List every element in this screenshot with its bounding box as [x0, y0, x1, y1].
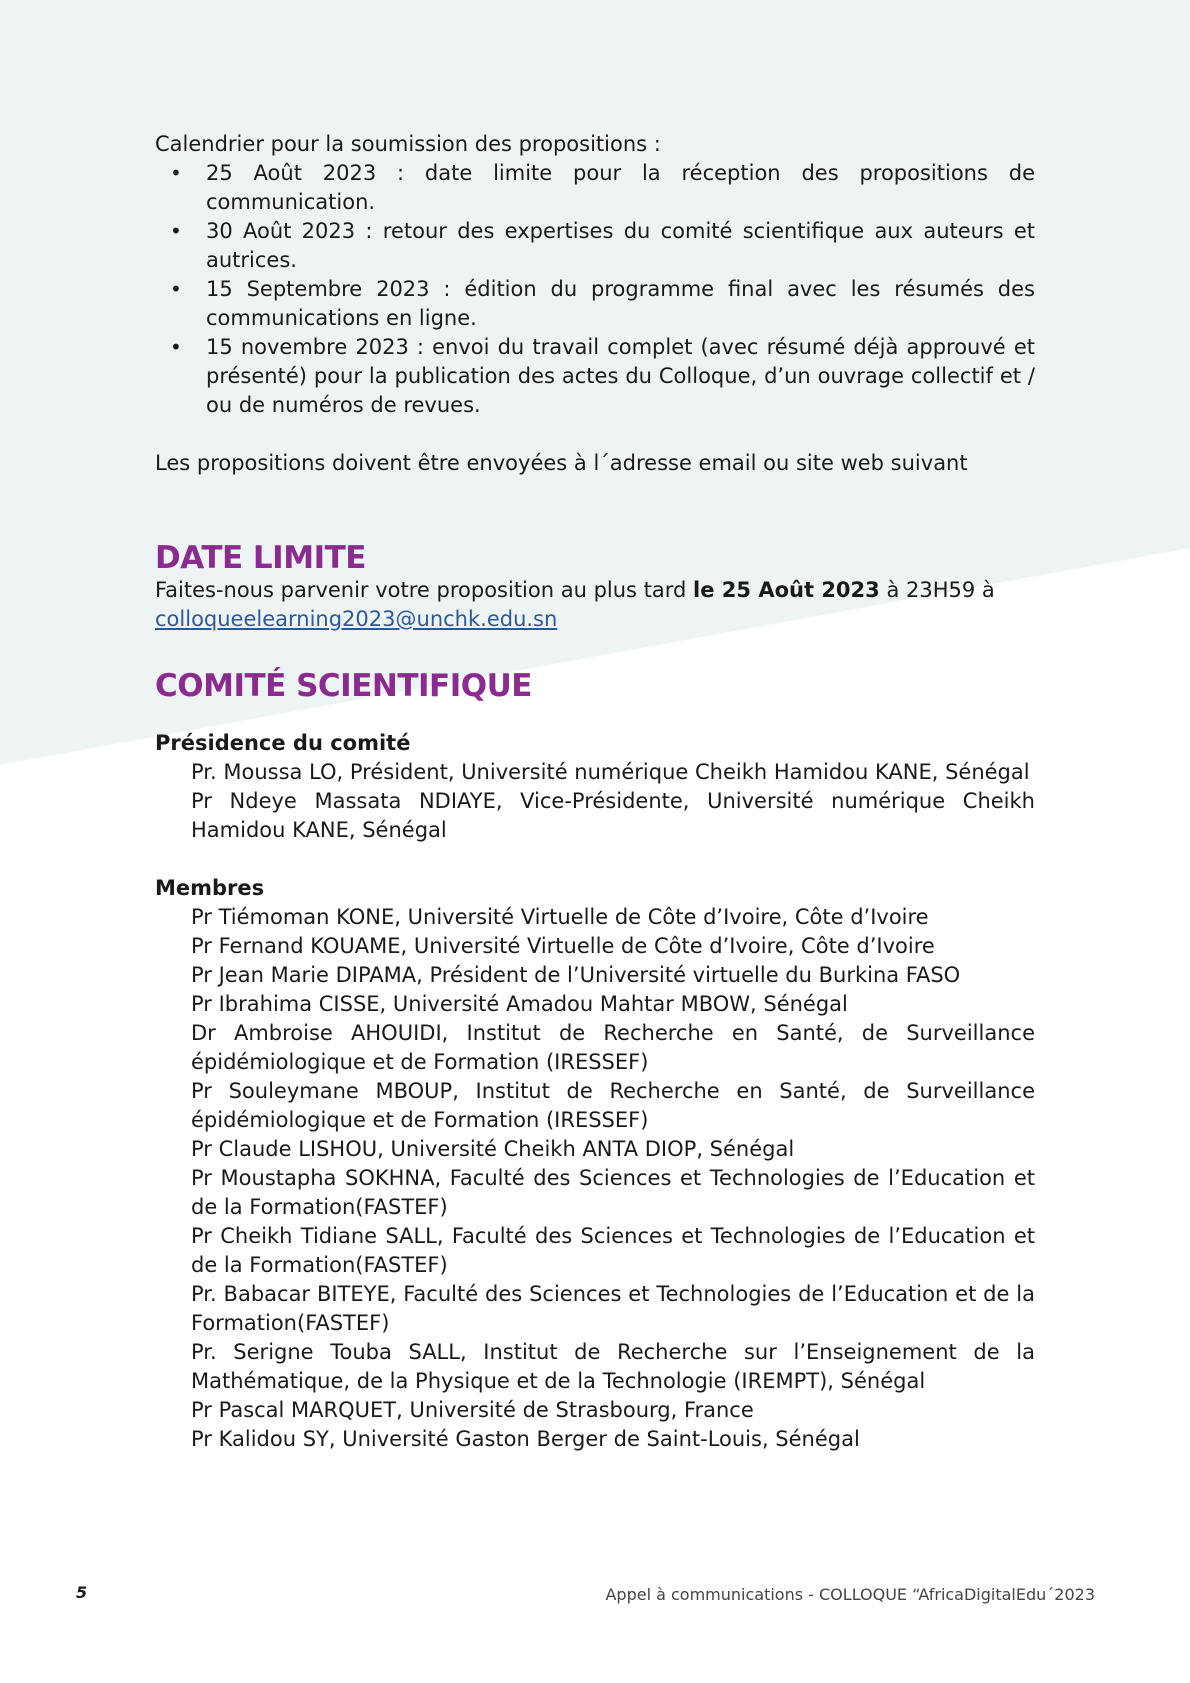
member-item: Pr Claude LISHOU, Université Cheikh ANTA DIOP, Sénégal	[191, 1137, 795, 1161]
member-item: Pr. Serigne Touba SALL, Institut de Recherche sur l’Enseignement de la Mathématique, de la Physique et de la Technologie (IREMPT), Sénégal	[191, 1340, 1035, 1393]
presidency-title: Présidence du comité	[155, 731, 411, 755]
presidency-list	[155, 758, 1035, 845]
bullet-icon: •	[170, 161, 182, 185]
deadline-date: le 25 Août 2023	[693, 578, 880, 602]
member-item: Pr Kalidou SY, Université Gaston Berger de Saint-Louis, Sénégal	[191, 1427, 860, 1451]
deadline-text: Faites-nous parvenir votre proposition au plus tard le 25 Août 2023 à 23H59 à colloqueelearning2023@unchk.edu.sn	[155, 578, 995, 631]
page-content	[155, 130, 1035, 1454]
page-number: 5	[76, 1583, 88, 1602]
member-item: Pr Moustapha SOKHNA, Faculté des Sciences et Technologies de l’Education et de la Formation(FASTEF)	[191, 1166, 1035, 1219]
member-item: Pr Cheikh Tidiane SALL, Faculté des Sciences et Technologies de l’Education et de la Formation(FASTEF)	[191, 1224, 1035, 1277]
calendar-item: • 15 Septembre 2023 : édition du programme final avec les résumés des communications en ligne.	[170, 277, 1035, 330]
member-item: Pr. Babacar BITEYE, Faculté des Sciences et Technologies de l’Education et de la Formation(FASTEF)	[191, 1282, 1035, 1335]
member-item: Dr Ambroise AHOUIDI, Institut de Recherche en Santé, de Surveillance épidémiologique et de Formation (IRESSEF)	[191, 1021, 1035, 1074]
footer-title: Appel à communications - COLLOQUE “AfricaDigitalEdu´2023	[605, 1585, 1095, 1604]
calendar-item: • 30 Août 2023 : retour des expertises du comité scientifique aux auteurs et autrices.	[170, 219, 1035, 272]
bullet-icon: •	[170, 277, 182, 301]
calendar-intro: Calendrier pour la soumission des propositions :	[155, 132, 661, 156]
members-list	[155, 903, 1035, 1454]
presidency-member: Pr. Moussa LO, Président, Université numérique Cheikh Hamidou KANE, Sénégal	[191, 760, 1030, 784]
member-item: Pr Jean Marie DIPAMA, Président de l’Université virtuelle du Burkina FASO	[191, 963, 961, 987]
member-item: Pr Ibrahima CISSE, Université Amadou Mahtar MBOW, Sénégal	[191, 992, 848, 1016]
email-link[interactable]: colloqueelearning2023@unchk.edu.sn	[155, 607, 558, 631]
committee-heading: COMITÉ SCIENTIFIQUE	[155, 668, 532, 704]
member-item: Pr Tiémoman KONE, Université Virtuelle de Côte d’Ivoire, Côte d’Ivoire	[191, 905, 929, 929]
members-title: Membres	[155, 876, 265, 900]
member-item: Pr Pascal MARQUET, Université de Strasbourg, France	[191, 1398, 754, 1422]
bullet-icon: •	[170, 219, 182, 243]
calendar-item: • 25 Août 2023 : date limite pour la réception des propositions de communication.	[170, 161, 1035, 214]
presidency-member: Pr Ndeye Massata NDIAYE, Vice-Présidente, Université numérique Cheikh Hamidou KANE, Sénégal	[191, 789, 1035, 842]
member-item: Pr Souleymane MBOUP, Institut de Recherche en Santé, de Surveillance épidémiologique et de Formation (IRESSEF)	[191, 1079, 1035, 1132]
deadline-heading: DATE LIMITE	[155, 540, 366, 576]
member-item: Pr Fernand KOUAME, Université Virtuelle de Côte d’Ivoire, Côte d’Ivoire	[191, 934, 935, 958]
calendar-list	[155, 159, 1035, 420]
bullet-icon: •	[170, 335, 182, 359]
calendar-item: • 15 novembre 2023 : envoi du travail complet (avec résumé déjà approuvé et présenté) pour la publication des actes du Colloque, d’un ouvrage collectif et / ou de numéros de revues.	[170, 335, 1035, 417]
submission-instructions: Les propositions doivent être envoyées à l´adresse email ou site web suivant	[155, 451, 968, 475]
